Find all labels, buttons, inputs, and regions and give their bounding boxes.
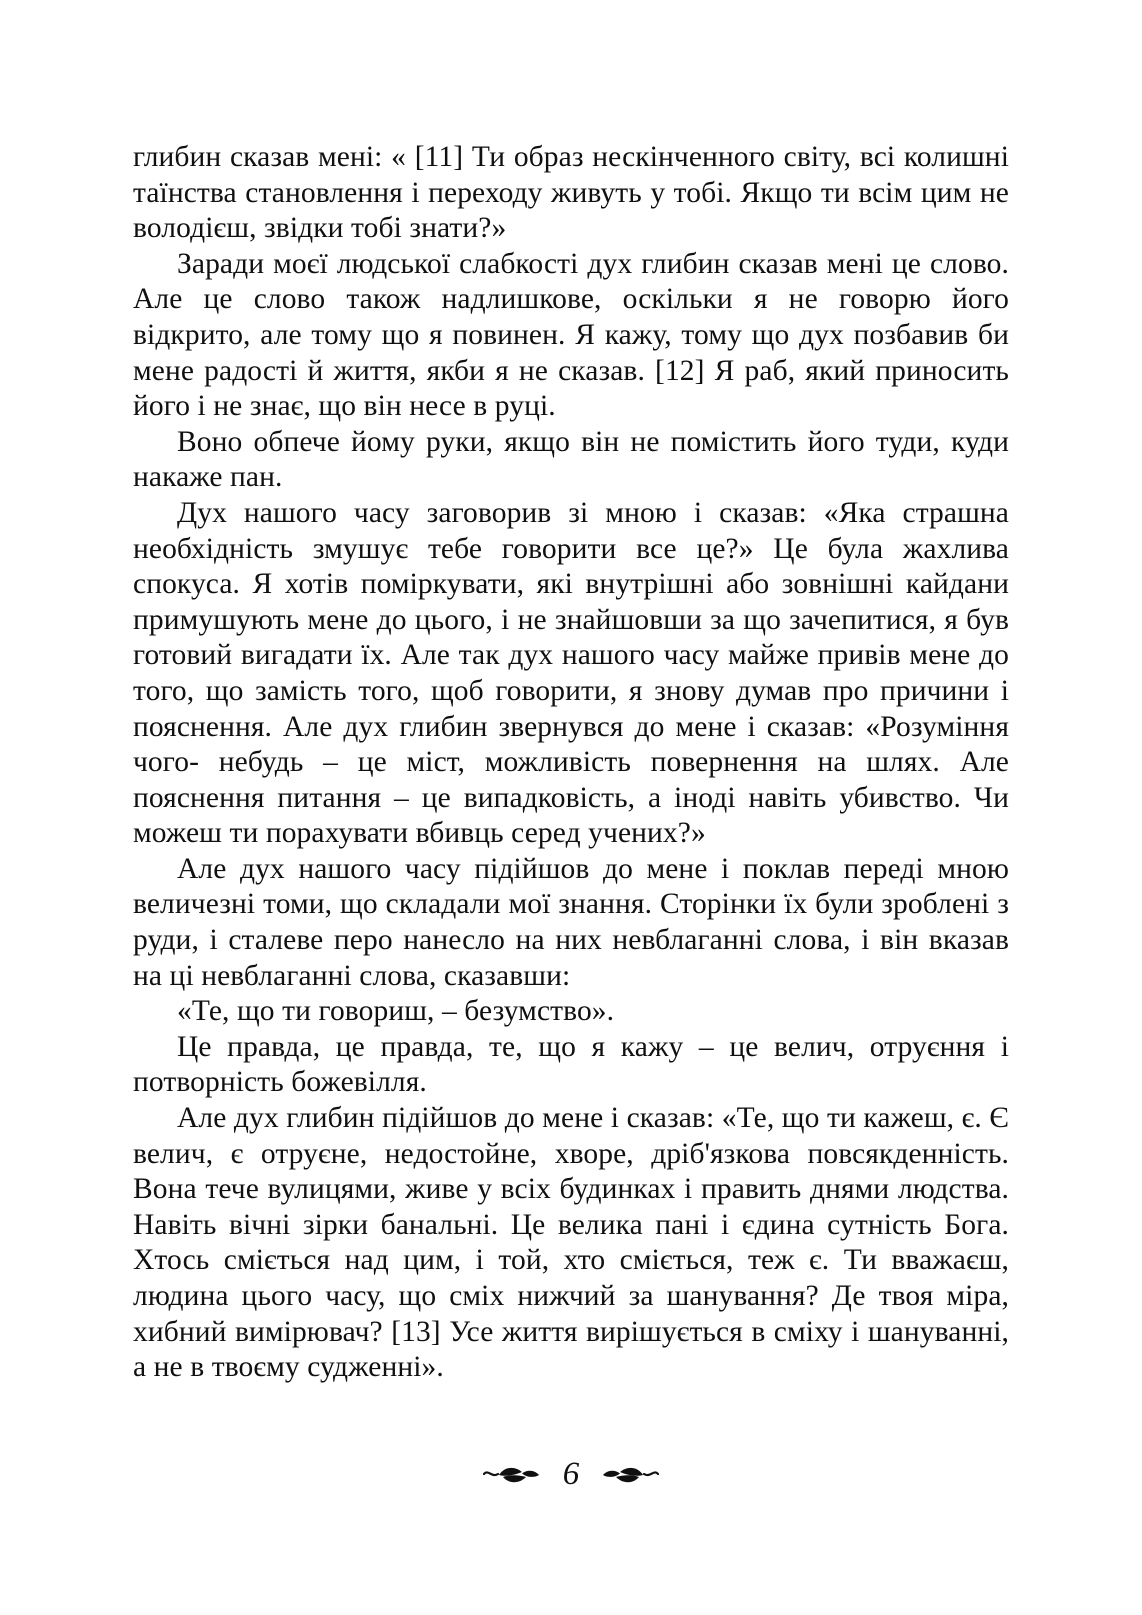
page-footer [0,1458,1142,1491]
paragraph-continuation: глибин сказав мені: « [11] Ти образ нескінченного світу, всі колишні таїнства становлення і переходу живуть у тобі. Якщо ти всім цим не володієш, звідки тобі знати?» [133,141,1009,245]
page-text-block [133,140,1009,1386]
paragraph: Заради моєї людської слабкості дух глибин сказав мені це слово. Але це слово також надлишкове, оскільки я не говорю його відкрито, але тому що я повинен. Я кажу, тому що дух позбавив би мене радості й життя, якби я не сказав. [12] Я раб, який приносить його і не знає, що він несе в руці. [133,247,1009,423]
paragraph: Але дух нашого часу підійшов до мене і поклав переді мною величезні томи, що складали мої знання. Сторінки їх були зроблені з руди, і сталеве перо нанесло на них невблаганні слова, і він вказав на ці невблаганні слова, сказавши: [133,852,1009,992]
page-number: 6 [562,1456,580,1492]
paragraph: Але дух глибин підійшов до мене і сказав: «Те, що ти кажеш, є. Є велич, є отруєне, недостойне, хворе, дріб'язкова повсякденність. Вона тече вулицями, живе у всіх будинках і править днями людства. Навіть вічні зірки банальні. Це велика пані і єдина сутність Бога. Хтось сміється над цим, і той, хто сміється, теж є. Ти вважаєш, людина цього часу, що сміх нижчий за шанування? Де твоя міра, хибний вимірювач? [13] Усе життя вирішується в сміху і шануванні, а не в твоєму судженні». [133,1102,1009,1384]
paragraph: «Те, що ти говориш, – безумство». [177,995,615,1028]
paragraph: Це правда, це правда, те, що я кажу – це велич, отруєння і потворність божевілля. [133,1030,1009,1099]
paragraph: Дух нашого часу заговорив зі мною і сказав: «Яка страшна необхідність змушує тебе говорити все це?» Це була жахлива спокуса. Я хотів поміркувати, які внутрішні або зовнішні кайдани примушують мене до цього, і не знайшовши за що зачепитися, я був готовий вигадати їх. Але так дух нашого часу майже привів мене до того, що замість того, щоб говорити, я знову думав про причини і пояснення. Але дух глибин звернувся до мене і сказав: «Розуміння чого- небудь – це міст, можливість повернення на шлях. Але пояснення питання – це випадковість, а іноді навіть убивство. Чи можеш ти порахувати вбивць серед учених?» [133,496,1009,850]
paragraph: Воно обпече йому руки, якщо він не помістить його туди, куди накаже пан. [133,425,1009,494]
fleuron-right-icon [601,1464,659,1486]
fleuron-left-icon [483,1464,541,1486]
